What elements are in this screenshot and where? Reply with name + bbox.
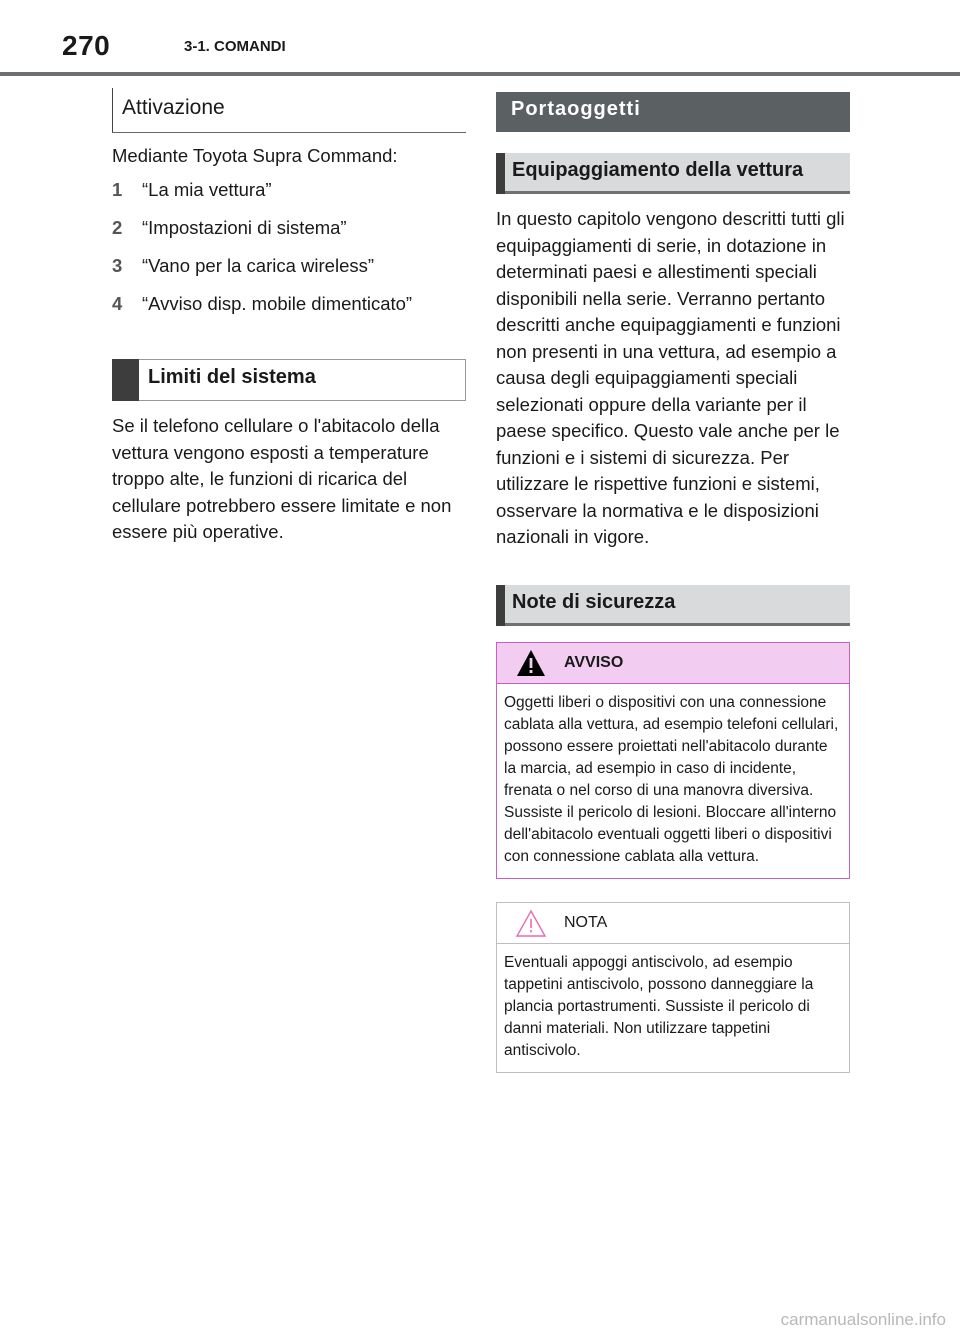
- nota-title: NOTA: [564, 913, 608, 931]
- intro-text: Mediante Toyota Supra Command:: [112, 145, 398, 166]
- portaoggetti-title: Portaoggetti: [511, 98, 641, 120]
- step-number: 4: [112, 293, 123, 314]
- limiti-paragraph: Se il telefono cellulare o l'abitacolo della vettura vengono esposti a temperature troppo alte, le funzioni di ricarica del cellulare potrebbero essere limitate e non essere più operative.: [112, 415, 452, 542]
- page-header: [0, 0, 960, 78]
- chapter-title: 3-1. COMANDI: [184, 38, 286, 55]
- header-divider: [0, 72, 960, 76]
- step-item: [112, 177, 466, 215]
- step-number: 3: [112, 255, 123, 276]
- left-column: [112, 88, 466, 546]
- caution-icon: [515, 908, 547, 943]
- note-title: Note di sicurezza: [512, 590, 676, 613]
- equip-paragraph: In questo capitolo vengono descritti tutti gli equipaggiamenti di serie, in dotazione in determinati paesi e allestimenti speciali disponibili nella serie. Verranno pertanto descritti anche equipaggiamenti e funzioni non presenti in una vettura, ad esempio a causa degli equipaggiamenti speciali selezionati oppure della variante per il paese specifico. Questo vale anche per le funzioni e i sistemi di sicurezza. Per utilizzare le rispettive funzioni e sistemi, osservare la normativa e le disposizioni nazionali in vigore.: [496, 208, 845, 547]
- heading-marker: [496, 585, 505, 626]
- nota-header: [497, 903, 849, 944]
- step-text: “Avviso disp. mobile dimenticato”: [142, 293, 413, 314]
- warning-icon: [515, 648, 547, 683]
- right-column: [496, 92, 850, 1073]
- note-heading: [496, 585, 850, 626]
- avviso-text: Oggetti liberi o dispositivi con una connessione cablata alla vettura, ad esempio telefoni cellulari, possono essere proiettati nell'abitacolo durante la marcia, ad esempio in caso di incidente, frenata o nel corso di una manovra diversiva. Sussiste il pericolo di lesioni. Bloccare all'interno dell'abitacolo eventuali oggetti liberi o dispositivi con connessione cablata alla vettura.: [504, 693, 839, 865]
- avviso-header: [497, 643, 849, 684]
- step-item: [112, 291, 466, 329]
- step-text: “La mia vettura”: [142, 179, 272, 200]
- step-number: 1: [112, 179, 123, 200]
- limiti-heading: [112, 359, 466, 401]
- attivazione-title: Attivazione: [122, 96, 225, 119]
- equip-title: Equipaggiamento della vettura: [512, 159, 804, 181]
- page-number: 270: [62, 30, 111, 61]
- step-item: [112, 253, 466, 291]
- limiti-title: Limiti del sistema: [148, 366, 316, 388]
- nota-text: Eventuali appoggi antiscivolo, ad esempio tappetini antiscivolo, possono danneggiare la plancia portastrumenti. Sussiste il pericolo di danni materiali. Non utilizzare tappetini antiscivolo.: [504, 953, 814, 1059]
- avviso-title: AVVISO: [564, 653, 624, 671]
- equip-heading: [496, 153, 850, 194]
- step-text: “Impostazioni di sistema”: [142, 217, 347, 238]
- heading-marker: [496, 153, 505, 194]
- attivazione-heading: [112, 88, 466, 133]
- step-text: “Vano per la carica wireless”: [142, 255, 375, 276]
- heading-marker: [112, 359, 139, 401]
- portaoggetti-heading: [496, 92, 850, 132]
- avviso-box: [496, 642, 850, 879]
- footer-watermark: carmanualsonline.info: [780, 1310, 946, 1329]
- step-number: 2: [112, 217, 123, 238]
- nota-box: [496, 902, 850, 1073]
- steps-list: [112, 177, 466, 329]
- step-item: [112, 215, 466, 253]
